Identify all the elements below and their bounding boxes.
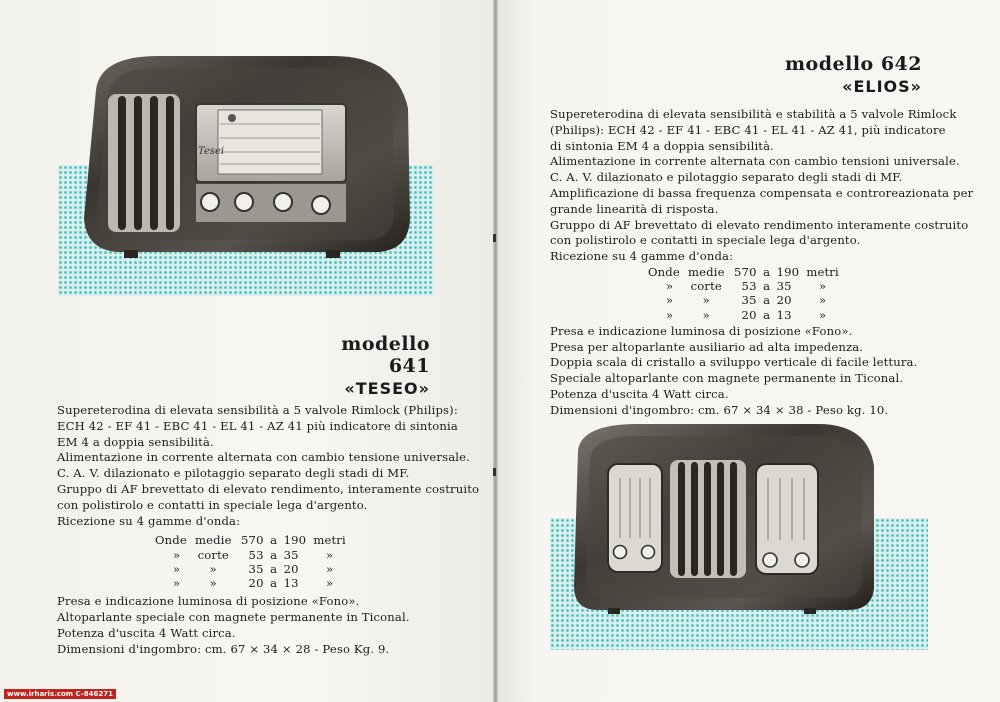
- spec-line: con polistirolo e contatti in speciale lega d'argento.: [57, 497, 368, 512]
- band-cell: 35: [283, 547, 299, 562]
- band-cell: 190: [776, 264, 800, 279]
- band-cell: corte: [197, 547, 229, 562]
- table-row: [648, 279, 843, 293]
- left-page: [0, 0, 496, 702]
- band-cell: »: [818, 293, 827, 308]
- table-row: [155, 548, 350, 562]
- spec-line: (Philips): ECH 42 - EF 41 - EBC 41 - EL 41 - AZ 41, più indicatore: [550, 122, 946, 137]
- band-cell: »: [702, 293, 710, 308]
- band-cell: a: [763, 279, 771, 294]
- band-cell: »: [209, 561, 217, 576]
- spec-line: Ricezione su 4 gamme d'onda:: [57, 513, 241, 528]
- band-cell: metri: [806, 264, 839, 279]
- band-cell: »: [173, 561, 181, 576]
- table-row: [648, 265, 843, 279]
- band-cell: a: [763, 264, 771, 279]
- band-cell: 570: [734, 264, 757, 279]
- table-row: [155, 533, 350, 547]
- radio-642-illustration: [568, 420, 878, 616]
- spec-line: grande linearità di risposta.: [550, 201, 719, 216]
- spec-line: ECH 42 - EF 41 - EBC 41 - EL 41 - AZ 41 più indicatore di sintonia: [57, 418, 458, 433]
- band-cell: »: [666, 307, 674, 322]
- spec-line: Presa e indicazione luminosa di posizione «Fono».: [550, 323, 853, 338]
- spec-line: Presa per altoparlante ausiliario ad alta impedenza.: [550, 339, 864, 354]
- table-row: [155, 562, 350, 576]
- band-cell: »: [666, 293, 674, 308]
- spec-line: Potenza d'uscita 4 Watt circa.: [550, 386, 729, 401]
- model-642-title: modello 642: [784, 53, 922, 75]
- band-cell: »: [173, 575, 181, 590]
- watermark: www.irharis.com C-846271: [4, 689, 116, 699]
- spec-line: Altoparlante speciale con magnete permanente in Ticonal.: [57, 609, 410, 624]
- spec-line: con polistirolo e contatti in speciale lega d'argento.: [550, 233, 861, 248]
- band-cell: »: [325, 547, 334, 562]
- model-642-spec: [550, 107, 974, 419]
- band-cell: 53: [741, 279, 757, 294]
- spec-line: Presa e indicazione luminosa di posizione «Fono».: [57, 594, 360, 609]
- band-cell: »: [666, 279, 674, 294]
- band-cell: a: [763, 293, 771, 308]
- table-row: [648, 293, 843, 307]
- band-cell: 20: [741, 307, 757, 322]
- model-641-name: «TESEO»: [344, 379, 430, 398]
- band-cell: 53: [248, 547, 264, 562]
- table-row: [155, 576, 350, 590]
- spec-line: Supereterodina di elevata sensibilità e stabilità a 5 valvole Rimlock: [550, 107, 957, 121]
- spec-line: Doppia scala di cristallo a sviluppo verticale di facile lettura.: [550, 355, 918, 370]
- model-642-name: «ELIOS»: [842, 77, 922, 96]
- spec-line: Alimentazione in corrente alternata con cambio tensioni universale.: [550, 154, 960, 169]
- book-gutter: [493, 0, 498, 702]
- band-cell: a: [270, 547, 278, 562]
- band-cell: medie: [195, 533, 232, 548]
- band-cell: Onde: [648, 264, 680, 279]
- model-641-title: modello 641: [341, 333, 430, 377]
- spec-line: C. A. V. dilazionato e pilotaggio separato degli stadi di MF.: [57, 466, 410, 481]
- band-cell: »: [209, 575, 217, 590]
- band-cell: a: [763, 307, 771, 322]
- spec-line: di sintonia EM 4 a doppia sensibilità.: [550, 138, 775, 153]
- right-page: [496, 0, 1000, 702]
- spec-line: Dimensioni d'ingombro: cm. 67 × 34 × 28 - Peso Kg. 9.: [57, 641, 390, 656]
- model-642-bands-table: [648, 265, 843, 322]
- model-641-bands-table: [155, 533, 350, 590]
- model-641-title-block: [300, 333, 430, 398]
- band-cell: 13: [776, 307, 792, 322]
- band-cell: 20: [283, 561, 299, 576]
- band-cell: 35: [741, 293, 757, 308]
- band-cell: 35: [248, 561, 264, 576]
- band-cell: 13: [283, 575, 299, 590]
- band-cell: »: [325, 561, 334, 576]
- spec-line: C. A. V. dilazionato e pilotaggio separato degli stadi di MF.: [550, 170, 903, 185]
- spec-line: Potenza d'uscita 4 Watt circa.: [57, 625, 236, 640]
- band-cell: a: [270, 561, 278, 576]
- spec-line: Gruppo di AF brevettato di elevato rendimento, interamente costruito: [57, 481, 480, 496]
- model-641-spec: [57, 403, 480, 657]
- radio-641-illustration: [78, 50, 414, 265]
- spec-line: Speciale altoparlante con magnete permanente in Ticonal.: [550, 371, 904, 386]
- spec-line: Dimensioni d'ingombro: cm. 67 × 34 × 38 - Peso kg. 10.: [550, 402, 889, 417]
- band-cell: »: [702, 307, 710, 322]
- spec-line: Gruppo di AF brevettato di elevato rendimento interamente costruito: [550, 217, 969, 232]
- band-cell: a: [270, 575, 278, 590]
- spec-line: Amplificazione di bassa frequenza compensata e controreazionata per: [550, 185, 974, 200]
- binding-mark: [493, 468, 496, 476]
- band-cell: 570: [241, 533, 264, 548]
- band-cell: 190: [283, 533, 307, 548]
- band-cell: a: [270, 533, 278, 548]
- spec-line: Alimentazione in corrente alternata con cambio tensione universale.: [57, 450, 470, 465]
- band-cell: medie: [688, 264, 725, 279]
- band-cell: 20: [248, 575, 264, 590]
- band-cell: corte: [690, 279, 722, 294]
- spec-line: Supereterodina di elevata sensibilità a 5 valvole Rimlock (Philips):: [57, 403, 458, 417]
- band-cell: 20: [776, 293, 792, 308]
- spec-line: EM 4 a doppia sensibilità.: [57, 434, 214, 449]
- band-cell: »: [818, 279, 827, 294]
- band-cell: metri: [313, 533, 346, 548]
- band-cell: »: [173, 547, 181, 562]
- band-cell: Onde: [155, 533, 187, 548]
- band-cell: »: [818, 307, 827, 322]
- binding-mark: [493, 234, 496, 242]
- model-642-title-block: [776, 53, 922, 96]
- band-cell: »: [325, 575, 334, 590]
- spec-line: Ricezione su 4 gamme d'onda:: [550, 249, 734, 264]
- table-row: [648, 308, 843, 322]
- band-cell: 35: [776, 279, 792, 294]
- dial-brand-logo: Tesei: [198, 146, 225, 157]
